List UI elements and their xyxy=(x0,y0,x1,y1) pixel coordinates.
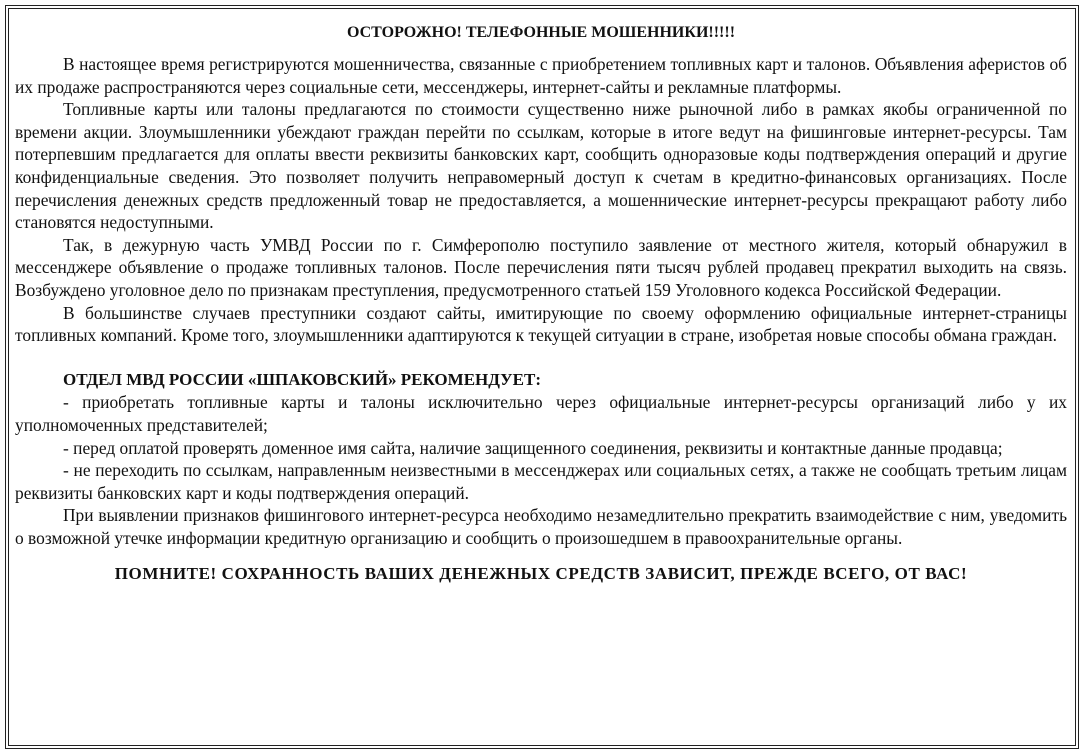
footer-warning: ПОМНИТЕ! СОХРАННОСТЬ ВАШИХ ДЕНЕЖНЫХ СРЕДСТВ ЗАВИСИТ, ПРЕЖДЕ ВСЕГО, ОТ ВАС! xyxy=(114,564,968,584)
closing-paragraph: При выявлении признаков фишингового интернет-ресурса необходимо незамедлительно прекратить взаимодействие с ним, уведомить о возможной утечке информации кредитную организацию и сообщить о произошедшем в правоохранительные органы. xyxy=(15,505,1067,548)
recommendations-heading: ОТДЕЛ МВД РОССИИ «ШПАКОВСКИЙ» РЕКОМЕНДУЕТ: xyxy=(63,369,541,389)
document-body xyxy=(15,22,1067,586)
section-spacer xyxy=(15,347,1067,369)
case-example-paragraph: Так, в дежурную часть УМВД России по г. Симферополю поступило заявление от местного жителя, который обнаружил в мессенджере объявление о продаже топливных талонов. После перечисления пяти тысяч рублей продавец прекратил выходить на связь. Возбуждено уголовное дело по признакам преступления, предусмотренного статьей 159 Уголовного кодекса Российской Федерации. xyxy=(15,234,1067,300)
fake-sites-paragraph: В большинстве случаев преступники создают сайты, имитирующие по своему оформлению официальные интернет-страницы топливных компаний. Кроме того, злоумышленники адаптируются к текущей ситуации в стране, изобретая новые способы обмана граждан. xyxy=(15,302,1067,346)
intro-paragraph: В настоящее время регистрируются мошенничества, связанные с приобретением топливных карт и талонов. Объявления аферистов об их продаже распространяются через социальные сети, мессенджеры, интернет-сайты и рекламные платформы. xyxy=(15,54,1067,97)
recommendation-item: - не переходить по ссылкам, направленным неизвестными в мессенджерах или социальных сетях, а также не сообщать третьим лицам реквизиты банковских карт и коды подтверждения операций. xyxy=(15,460,1067,503)
recommendation-item: - приобретать топливные карты и талоны исключительно через официальные интернет-ресурсы организаций либо у их уполномоченных представителей; xyxy=(15,392,1067,435)
recommendation-item: - перед оплатой проверять доменное имя сайта, наличие защищенного соединения, реквизиты и контактные данные продавца; xyxy=(63,437,1003,458)
scheme-description-paragraph: Топливные карты или талоны предлагаются по стоимости существенно ниже рыночной либо в рамках якобы ограниченной по времени акции. Злоумышленники убеждают граждан перейти по ссылкам, которые в итоге ведут на фишинговые интернет-ресурсы. Там потерпевшим предлагается для оплаты ввести реквизиты банковских карт, сообщить одноразовые коды подтверждения операций и другие конфиденциальные сведения. Это позволяет получить неправомерный доступ к счетам в кредитно-финансовых организациях. После перечисления денежных средств предложенный товар не предоставляется, а мошеннические интернет-ресурсы прекращают работу либо становятся недоступными. xyxy=(15,99,1067,233)
document-title: ОСТОРОЖНО! ТЕЛЕФОННЫЕ МОШЕННИКИ!!!!! xyxy=(346,24,736,41)
